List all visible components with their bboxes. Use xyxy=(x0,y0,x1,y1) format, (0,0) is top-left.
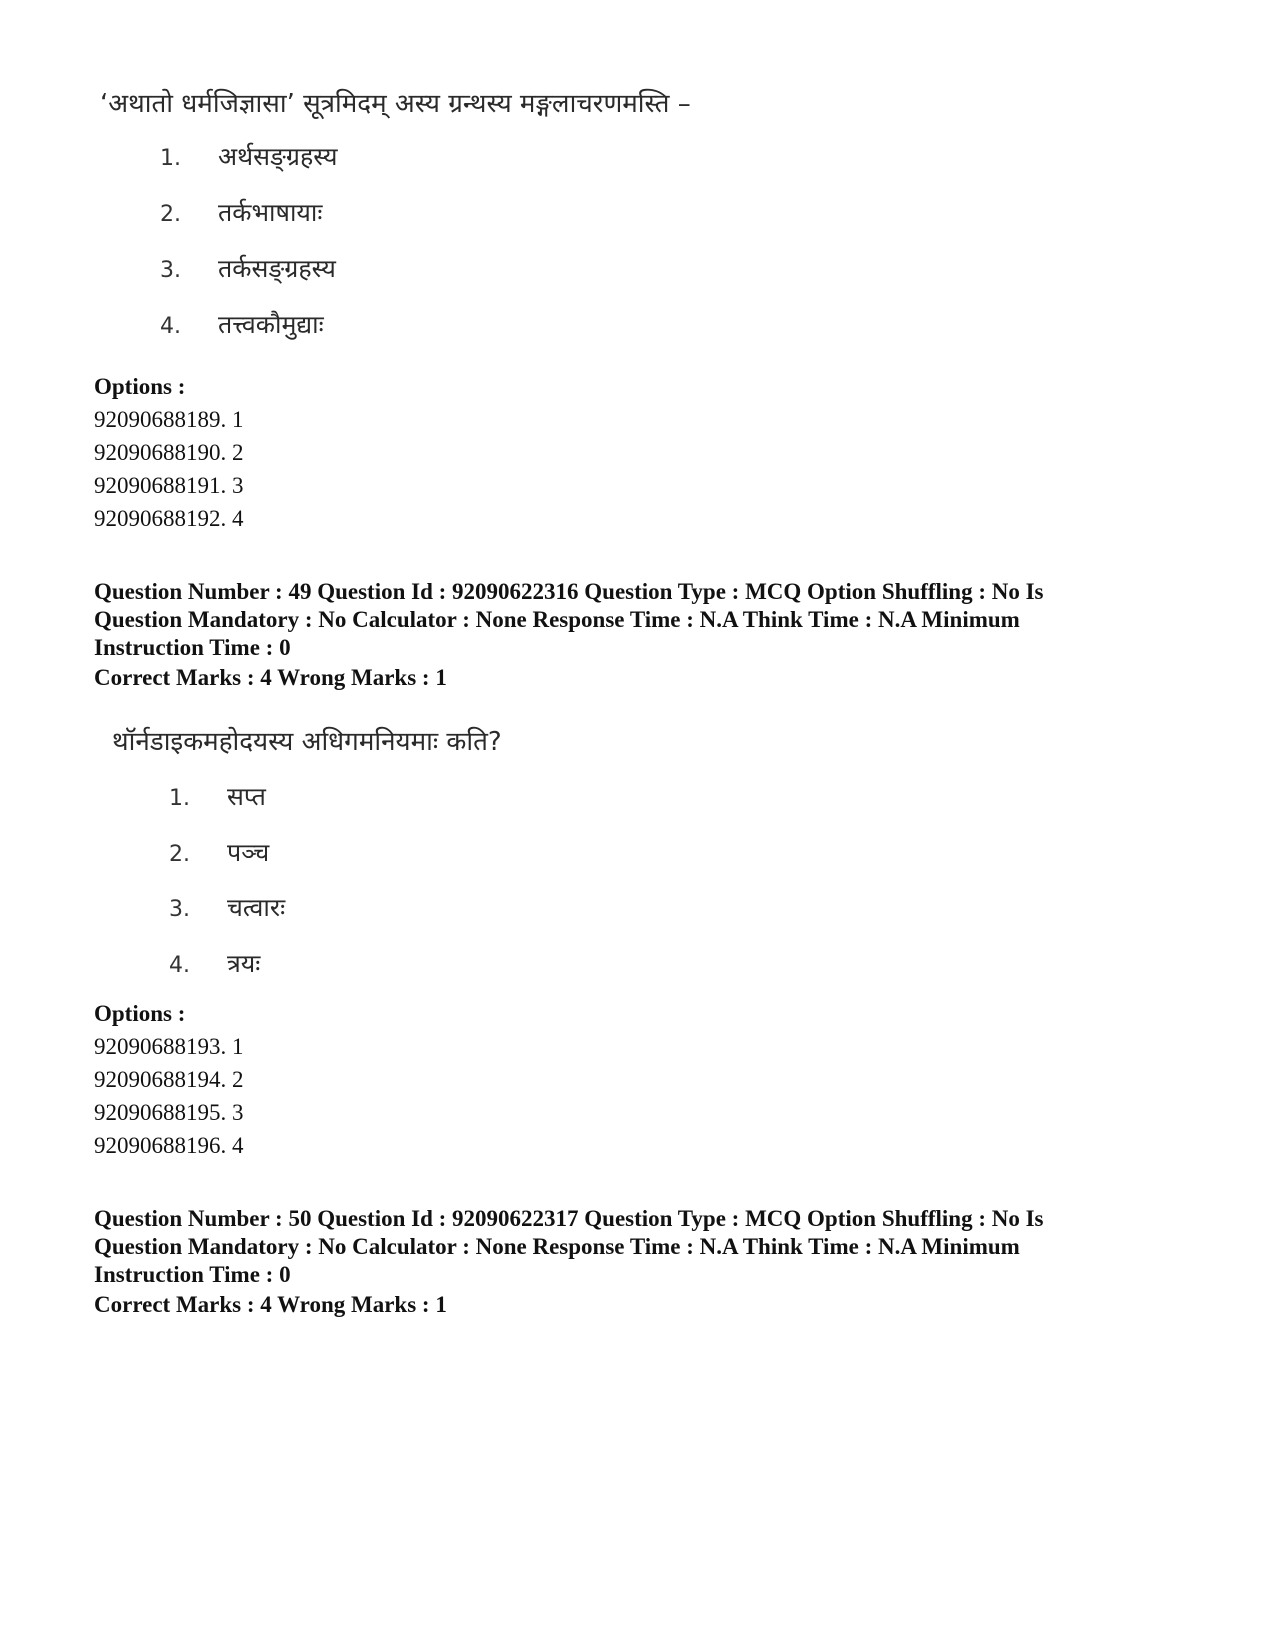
choice-number: 2. xyxy=(169,842,190,867)
choice-text: अर्थसङ्ग्रहस्य xyxy=(218,142,338,171)
metadata-line: Question Number : 49 Question Id : 92090622316 Question Type : MCQ Option Shuffling : No Is xyxy=(94,579,1044,604)
metadata-line: Question Mandatory : No Calculator : None Response Time : N.A Think Time : N.A Minimum xyxy=(94,607,1020,632)
question-48-choice-1 xyxy=(160,139,338,173)
options-label: Options : xyxy=(94,374,186,399)
question-49-marks: Correct Marks : 4 Wrong Marks : 1 xyxy=(94,665,447,690)
choice-number: 1. xyxy=(169,786,190,811)
question-49-choice-3 xyxy=(169,890,285,924)
choice-number: 3. xyxy=(169,897,190,922)
choice-text: तर्कभाषायाः xyxy=(218,198,323,227)
option-id-row: 92090688196. 4 xyxy=(94,1133,244,1158)
metadata-line: Instruction Time : 0 xyxy=(94,635,291,660)
choice-text: तत्त्वकौमुद्याः xyxy=(218,310,324,339)
metadata-line: Question Number : 50 Question Id : 92090622317 Question Type : MCQ Option Shuffling : No Is xyxy=(94,1206,1044,1231)
choice-text: पञ्च xyxy=(227,838,270,867)
question-48-choice-2 xyxy=(160,195,322,229)
choice-number: 2. xyxy=(160,202,181,227)
choice-text: त्रयः xyxy=(227,949,261,978)
choice-text: चत्वारः xyxy=(227,893,286,922)
question-48-stem: ‘अथातो धर्मजिज्ञासा’ सूत्रमिदम् अस्य ग्रन्थस्य मङ्गलाचरणमस्ति – xyxy=(100,89,691,119)
option-id-row: 92090688191. 3 xyxy=(94,473,244,498)
question-48-choice-4 xyxy=(160,307,324,341)
option-id-row: 92090688189. 1 xyxy=(94,407,244,432)
question-50-metadata xyxy=(94,1205,1194,1289)
options-label: Options : xyxy=(94,1001,186,1026)
option-id-row: 92090688195. 3 xyxy=(94,1100,244,1125)
question-49-image xyxy=(112,722,712,992)
option-id-row: 92090688193. 1 xyxy=(94,1034,244,1059)
option-id-row: 92090688190. 2 xyxy=(94,440,244,465)
question-49-metadata xyxy=(94,578,1194,662)
option-id-row: 92090688194. 2 xyxy=(94,1067,244,1092)
question-49-choice-2 xyxy=(169,835,269,869)
question-48-image xyxy=(100,84,800,354)
choice-text: सप्त xyxy=(227,782,266,811)
choice-number: 4. xyxy=(169,953,190,978)
question-49-choice-4 xyxy=(169,946,260,980)
choice-number: 1. xyxy=(160,146,181,171)
question-49-choice-1 xyxy=(169,779,266,813)
choice-text: तर्कसङ्ग्रहस्य xyxy=(218,254,336,283)
question-49-stem: थॉर्नडाइकमहोदयस्य अधिगमनियमाः कति? xyxy=(112,727,502,757)
choice-number: 3. xyxy=(160,258,181,283)
question-48-choice-3 xyxy=(160,251,336,285)
metadata-line: Question Mandatory : No Calculator : None Response Time : N.A Think Time : N.A Minimum xyxy=(94,1234,1020,1259)
metadata-line: Instruction Time : 0 xyxy=(94,1262,291,1287)
choice-number: 4. xyxy=(160,314,181,339)
option-id-row: 92090688192. 4 xyxy=(94,506,244,531)
question-50-marks: Correct Marks : 4 Wrong Marks : 1 xyxy=(94,1292,447,1317)
